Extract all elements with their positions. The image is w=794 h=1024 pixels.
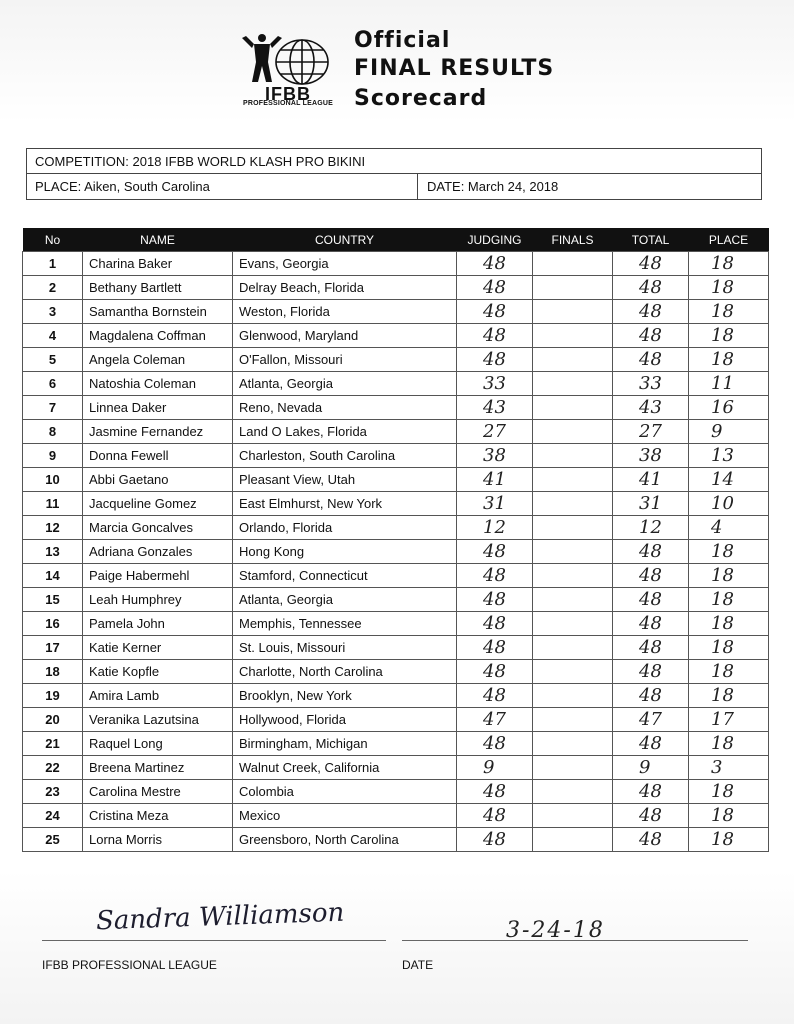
competition-info-box [26,148,762,200]
cell-name: Adriana Gonzales [83,540,233,564]
col-finals-header: FINALS [533,228,613,252]
cell-country: Brooklyn, New York [233,684,457,708]
cell-finals [533,612,613,636]
cell-no: 6 [23,372,83,396]
place-date-row [27,174,761,198]
cell-name: Jasmine Fernandez [83,420,233,444]
cell-country: Atlanta, Georgia [233,372,457,396]
cell-judging: 33 [457,372,533,396]
cell-place: 18 [689,732,769,756]
cell-name: Carolina Mestre [83,780,233,804]
cell-country: Weston, Florida [233,300,457,324]
cell-country: Hollywood, Florida [233,708,457,732]
cell-finals [533,708,613,732]
cell-place: 18 [689,300,769,324]
table-row [23,732,769,756]
cell-finals [533,468,613,492]
cell-no: 21 [23,732,83,756]
cell-name: Breena Martinez [83,756,233,780]
cell-name: Jacqueline Gomez [83,492,233,516]
cell-no: 22 [23,756,83,780]
table-row [23,804,769,828]
cell-name: Cristina Meza [83,804,233,828]
cell-country: Walnut Creek, California [233,756,457,780]
col-country-header: COUNTRY [233,228,457,252]
col-no-header: No [23,228,83,252]
cell-place: 4 [689,516,769,540]
cell-judging: 38 [457,444,533,468]
title-final-results: FINAL RESULTS [354,56,555,81]
cell-country: St. Louis, Missouri [233,636,457,660]
cell-no: 12 [23,516,83,540]
cell-judging: 47 [457,708,533,732]
cell-judging: 43 [457,396,533,420]
table-row [23,324,769,348]
cell-country: Birmingham, Michigan [233,732,457,756]
cell-country: O'Fallon, Missouri [233,348,457,372]
cell-judging: 48 [457,732,533,756]
cell-name: Linnea Daker [83,396,233,420]
logo-subtitle: PROFESSIONAL LEAGUE [242,100,333,107]
cell-place: 18 [689,684,769,708]
table-row [23,660,769,684]
cell-name: Lorna Morris [83,828,233,852]
cell-country: Atlanta, Georgia [233,588,457,612]
competition-row [27,149,761,174]
cell-name: Pamela John [83,612,233,636]
cell-name: Magdalena Coffman [83,324,233,348]
cell-total: 48 [613,564,689,588]
cell-place: 10 [689,492,769,516]
cell-no: 15 [23,588,83,612]
cell-finals [533,300,613,324]
table-row [23,468,769,492]
cell-country: Pleasant View, Utah [233,468,457,492]
place-field: PLACE: Aiken, South Carolina [35,179,210,194]
cell-finals [533,516,613,540]
cell-place: 18 [689,780,769,804]
date-field: DATE: March 24, 2018 [427,179,559,194]
cell-place: 18 [689,276,769,300]
table-row [23,540,769,564]
table-row [23,564,769,588]
cell-no: 4 [23,324,83,348]
cell-judging: 48 [457,804,533,828]
cell-no: 18 [23,660,83,684]
cell-place: 14 [689,468,769,492]
cell-total: 38 [613,444,689,468]
cell-country: Reno, Nevada [233,396,457,420]
cell-place: 18 [689,564,769,588]
cell-country: Colombia [233,780,457,804]
cell-total: 48 [613,348,689,372]
table-row [23,588,769,612]
table-row [23,420,769,444]
table-row [23,444,769,468]
competition-field: COMPETITION: 2018 IFBB WORLD KLASH PRO BIKINI [35,154,366,169]
cell-country: Orlando, Florida [233,516,457,540]
table-row [23,396,769,420]
cell-name: Bethany Bartlett [83,276,233,300]
title-official: Official [354,28,451,53]
cell-judging: 48 [457,588,533,612]
table-row [23,492,769,516]
cell-finals [533,636,613,660]
cell-total: 48 [613,636,689,660]
cell-no: 16 [23,612,83,636]
logo-wordmark: IFBB [265,84,311,104]
cell-place: 9 [689,420,769,444]
cell-place: 18 [689,540,769,564]
cell-place: 18 [689,348,769,372]
cell-judging: 48 [457,828,533,852]
cell-no: 23 [23,780,83,804]
cell-total: 48 [613,780,689,804]
cell-judging: 48 [457,684,533,708]
cell-no: 10 [23,468,83,492]
cell-total: 41 [613,468,689,492]
cell-finals [533,420,613,444]
cell-judging: 41 [457,468,533,492]
col-place-header: PLACE [689,228,769,252]
cell-no: 2 [23,276,83,300]
cell-no: 19 [23,684,83,708]
cell-finals [533,444,613,468]
cell-total: 31 [613,492,689,516]
cell-finals [533,588,613,612]
table-row [23,516,769,540]
cell-total: 48 [613,588,689,612]
cell-finals [533,828,613,852]
cell-judging: 31 [457,492,533,516]
cell-place: 18 [689,828,769,852]
cell-total: 48 [613,732,689,756]
cell-total: 33 [613,372,689,396]
results-table [22,228,769,852]
cell-judging: 48 [457,348,533,372]
date-line [402,940,748,941]
cell-total: 12 [613,516,689,540]
cell-name: Natoshia Coleman [83,372,233,396]
cell-name: Angela Coleman [83,348,233,372]
cell-country: Hong Kong [233,540,457,564]
cell-finals [533,564,613,588]
cell-place: 18 [689,612,769,636]
cell-no: 25 [23,828,83,852]
table-row [23,636,769,660]
title-scorecard: Scorecard [354,86,488,111]
cell-no: 20 [23,708,83,732]
cell-place: 16 [689,396,769,420]
cell-finals [533,492,613,516]
cell-country: Mexico [233,804,457,828]
table-row [23,708,769,732]
cell-name: Amira Lamb [83,684,233,708]
cell-judging: 48 [457,540,533,564]
cell-finals [533,804,613,828]
cell-finals [533,756,613,780]
cell-name: Donna Fewell [83,444,233,468]
cell-name: Marcia Goncalves [83,516,233,540]
cell-name: Samantha Bornstein [83,300,233,324]
cell-place: 18 [689,804,769,828]
cell-name: Charina Baker [83,252,233,276]
table-row [23,252,769,276]
cell-place: 3 [689,756,769,780]
cell-judging: 48 [457,780,533,804]
cell-place: 13 [689,444,769,468]
cell-finals [533,276,613,300]
cell-country: Memphis, Tennessee [233,612,457,636]
cell-judging: 48 [457,252,533,276]
cell-total: 43 [613,396,689,420]
cell-judging: 27 [457,420,533,444]
cell-judging: 48 [457,324,533,348]
federation-label: IFBB PROFESSIONAL LEAGUE [42,958,217,972]
cell-name: Veranika Lazutsina [83,708,233,732]
cell-no: 7 [23,396,83,420]
cell-total: 9 [613,756,689,780]
table-row [23,780,769,804]
cell-no: 14 [23,564,83,588]
cell-place: 17 [689,708,769,732]
cell-judging: 48 [457,612,533,636]
cell-country: Charlotte, North Carolina [233,660,457,684]
cell-judging: 12 [457,516,533,540]
signature-line [42,940,386,941]
cell-finals [533,348,613,372]
cell-no: 9 [23,444,83,468]
col-name-header: NAME [83,228,233,252]
cell-no: 1 [23,252,83,276]
cell-judging: 48 [457,276,533,300]
cell-total: 27 [613,420,689,444]
cell-judging: 9 [457,756,533,780]
signed-date: 3-24-18 [506,918,605,943]
cell-place: 18 [689,660,769,684]
col-total-header: TOTAL [613,228,689,252]
cell-country: Stamford, Connecticut [233,564,457,588]
cell-country: Greensboro, North Carolina [233,828,457,852]
cell-finals [533,732,613,756]
cell-name: Katie Kerner [83,636,233,660]
table-header-row [23,228,769,252]
cell-total: 48 [613,300,689,324]
cell-total: 48 [613,804,689,828]
cell-total: 48 [613,828,689,852]
cell-finals [533,660,613,684]
info-divider [417,174,418,199]
table-row [23,276,769,300]
cell-total: 48 [613,612,689,636]
cell-name: Katie Kopfle [83,660,233,684]
cell-finals [533,372,613,396]
cell-finals [533,396,613,420]
table-row [23,828,769,852]
col-judging-header: JUDGING [457,228,533,252]
judge-signature: Sandra Williamson [95,897,345,937]
cell-no: 8 [23,420,83,444]
table-row [23,756,769,780]
cell-name: Abbi Gaetano [83,468,233,492]
cell-judging: 48 [457,300,533,324]
cell-no: 24 [23,804,83,828]
cell-country: East Elmhurst, New York [233,492,457,516]
cell-total: 48 [613,276,689,300]
cell-finals [533,780,613,804]
cell-place: 18 [689,636,769,660]
cell-total: 47 [613,708,689,732]
cell-place: 11 [689,372,769,396]
table-row [23,684,769,708]
cell-no: 5 [23,348,83,372]
cell-no: 3 [23,300,83,324]
cell-place: 18 [689,324,769,348]
cell-no: 13 [23,540,83,564]
cell-total: 48 [613,660,689,684]
cell-country: Delray Beach, Florida [233,276,457,300]
cell-name: Leah Humphrey [83,588,233,612]
cell-total: 48 [613,324,689,348]
cell-total: 48 [613,540,689,564]
table-row [23,300,769,324]
cell-country: Evans, Georgia [233,252,457,276]
table-row [23,612,769,636]
cell-judging: 48 [457,636,533,660]
cell-finals [533,684,613,708]
cell-judging: 48 [457,660,533,684]
table-row [23,348,769,372]
cell-no: 11 [23,492,83,516]
cell-country: Glenwood, Maryland [233,324,457,348]
cell-place: 18 [689,588,769,612]
cell-place: 18 [689,252,769,276]
cell-total: 48 [613,252,689,276]
cell-finals [533,540,613,564]
date-label: DATE [402,958,434,972]
cell-no: 17 [23,636,83,660]
cell-name: Raquel Long [83,732,233,756]
cell-country: Charleston, South Carolina [233,444,457,468]
table-row [23,372,769,396]
cell-total: 48 [613,684,689,708]
cell-finals [533,324,613,348]
cell-finals [533,252,613,276]
cell-judging: 48 [457,564,533,588]
cell-country: Land O Lakes, Florida [233,420,457,444]
cell-name: Paige Habermehl [83,564,233,588]
